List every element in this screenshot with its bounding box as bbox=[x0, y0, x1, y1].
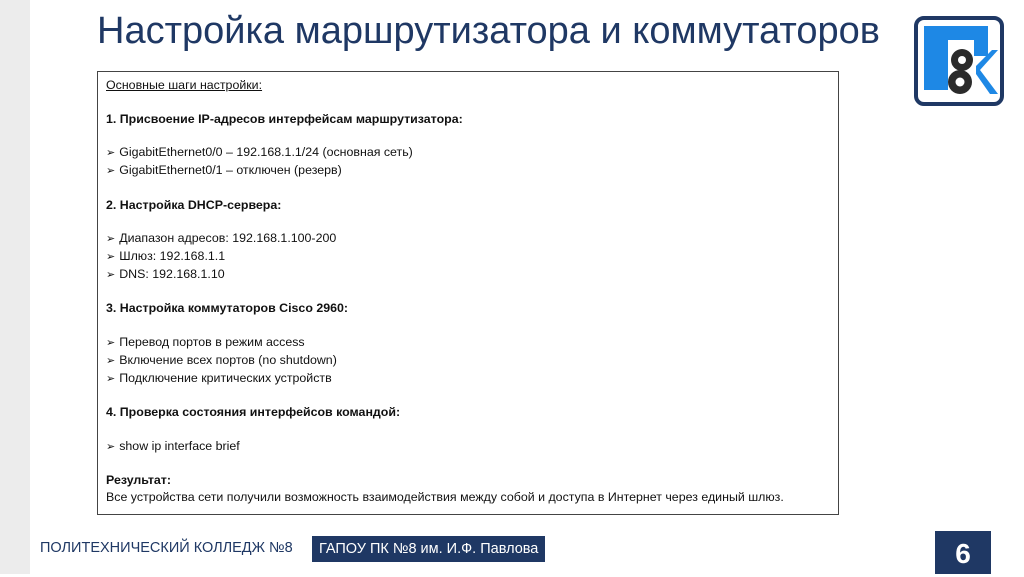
step1-item-1: ➢ GigabitEthernet0/0 – 192.168.1.1/24 (основная сеть) bbox=[106, 144, 830, 162]
footer-college-name: ПОЛИТЕХНИЧЕСКИЙ КОЛЛЕДЖ №8 bbox=[40, 540, 293, 556]
step2-item-1: ➢ Диапазон адресов: 192.168.1.100-200 bbox=[106, 230, 830, 248]
result-text: Все устройства сети получили возможность взаимодействия между собой и доступа в Интернет через единый шлюз. bbox=[106, 490, 784, 505]
step3-title: 3. Настройка коммутаторов Cisco 2960: bbox=[106, 301, 349, 316]
footer-badge: ГАПОУ ПК №8 им. И.Ф. Павлова bbox=[312, 536, 545, 562]
steps-heading: Основные шаги настройки: bbox=[106, 78, 263, 92]
left-decor-bar bbox=[0, 0, 30, 574]
step2-item-3: ➢ DNS: 192.168.1.10 bbox=[106, 266, 830, 284]
step4-item-1: ➢ show ip interface brief bbox=[106, 438, 830, 456]
page-number: 6 bbox=[935, 531, 991, 574]
slide-title: Настройка маршрутизатора и коммутаторов bbox=[97, 10, 880, 52]
step4-title: 4. Проверка состояния интерфейсов командой: bbox=[106, 405, 401, 420]
step2-item-2: ➢ Шлюз: 192.168.1.1 bbox=[106, 248, 830, 266]
step2-title: 2. Настройка DHCP-сервера: bbox=[106, 197, 282, 212]
result-title: Результат: bbox=[106, 473, 171, 488]
college-logo-icon bbox=[914, 16, 1004, 106]
step3-item-1: ➢ Перевод портов в режим access bbox=[106, 334, 830, 352]
step1-title: 1. Присвоение IP-адресов интерфейсам маршрутизатора: bbox=[106, 111, 463, 126]
steps-content-box bbox=[97, 71, 839, 515]
step3-item-3: ➢ Подключение критических устройств bbox=[106, 370, 830, 388]
step3-item-2: ➢ Включение всех портов (no shutdown) bbox=[106, 352, 830, 370]
step1-item-2: ➢ GigabitEthernet0/1 – отключен (резерв) bbox=[106, 162, 830, 180]
